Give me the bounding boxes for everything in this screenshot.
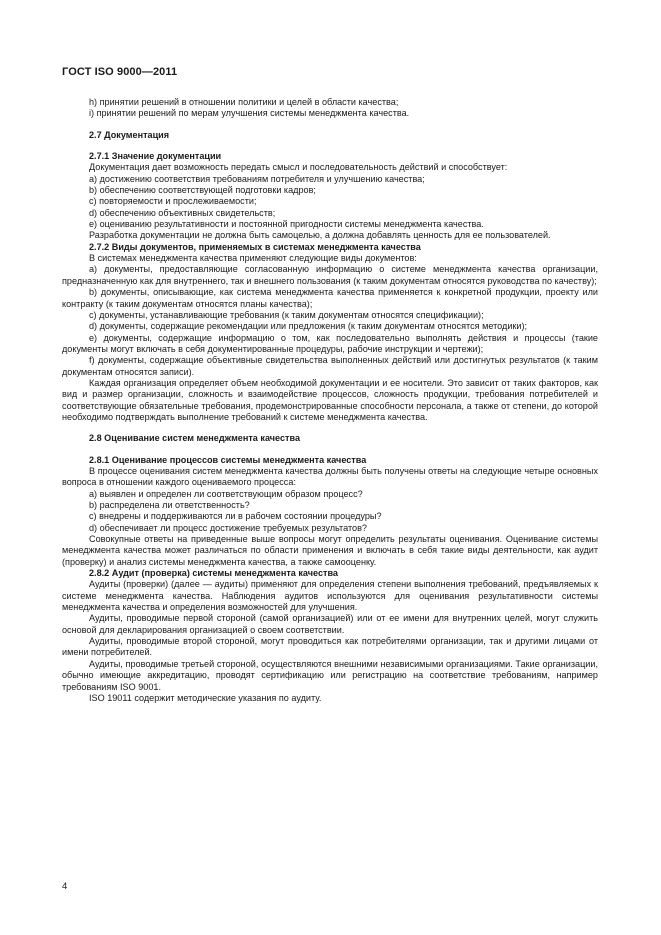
document-header: ГОСТ ISO 9000—2011: [62, 66, 178, 78]
paragraph: Каждая организация определяет объем необходимой документации и ее носители. Это зависит от таких факторов, как вид и размер организации, сложность и взаимодействие процессов, сложность продукции, требования потребителей и соответствующие обязательные требования, продемонстрированные способности персонала, а также от степени, до которой необходимо подтверждать выполнение требований к системе менеджмента качества.: [62, 377, 598, 422]
subsection-heading: 2.8.2 Аудит (проверка) системы менеджмента качества: [89, 568, 338, 579]
list-item: a) документы, предоставляющие согласованную информацию о системе менеджмента качества организации, предназначенную как для внутреннего, так и внешнего пользования (к таким документам относятся руководства по качеству);: [62, 264, 598, 286]
list-item: e) оцениванию результативности и постоянной пригодности системы менеджмента качества.: [89, 219, 484, 230]
list-item: a) достижению соответствия требованиям потребителя и улучшению качества;: [89, 173, 425, 184]
list-item: c) документы, устанавливающие требования (к таким документам относятся спецификации);: [89, 309, 484, 320]
paragraph: Аудиты, проводимые третьей стороной, осуществляются внешними независимыми организациями. Такие организации, обычно имеющие аккредитацию, проводят сертификацию или регистрацию на соответствие требованиям, например требованиям ISO 9001.: [62, 658, 598, 692]
list-item: e) документы, содержащие информацию о том, как последовательно выполнять действия и процессы (такие документы могут включать в себя документированные процедуры, рабочие инструкции и чертежи);: [62, 332, 598, 354]
subsection-heading: 2.7.1 Значение документации: [89, 151, 222, 162]
section-heading: 2.8 Оценивание систем менеджмента качества: [89, 433, 301, 444]
paragraph: Аудиты (проверки) (далее — аудиты) применяют для определения степени выполнения требований, предъявляемых к системе менеджмента качества. Наблюдения аудитов используются для оценивания результативности системы менеджмента качества и определения возможностей для улучшения.: [62, 579, 598, 613]
paragraph: Аудиты, проводимые первой стороной (самой организацией) или от ее имени для внутренних целей, могут служить основой для декларирования организацией о своем соответствии.: [62, 613, 598, 635]
list-item: d) документы, содержащие рекомендации или предложения (к таким документам относятся методики);: [89, 321, 528, 332]
list-item: b) обеспечению соответствующей подготовки кадров;: [89, 185, 316, 196]
paragraph: ISO 19011 содержит методические указания по аудиту.: [89, 692, 322, 703]
section-heading: 2.7 Документация: [89, 129, 170, 140]
paragraph: Разработка документации не должна быть самоцелью, а должна добавлять ценность для ее пользователей.: [89, 230, 551, 241]
paragraph: В системах менеджмента качества применяют следующие виды документов:: [89, 253, 417, 264]
list-item: i) принятии решений по мерам улучшения системы менеджмента качества.: [89, 108, 410, 119]
list-item: d) обеспечивает ли процесс достижение требуемых результатов?: [89, 522, 367, 533]
list-item: c) внедрены и поддерживаются ли в рабочем состоянии процедуры?: [89, 511, 382, 522]
list-item: h) принятии решений в отношении политики и целей в области качества;: [89, 97, 399, 107]
paragraph: В процессе оценивания систем менеджмента качества должны быть получены ответы на следующие четыре основных вопроса в отношении каждого оцениваемого процесса:: [62, 465, 598, 488]
page-number: 4: [62, 881, 68, 892]
list-item: b) документы, описывающие, как система менеджмента качества применяется к конкретной продукции, проекту или контракту (к таким документам относятся планы качества);: [62, 287, 598, 309]
list-item: b) распределена ли ответственность?: [89, 500, 250, 510]
list-item: c) повторяемости и прослеживаемости;: [89, 196, 257, 207]
subsection-heading: 2.8.1 Оценивание процессов системы менеджмента качества: [89, 454, 367, 465]
paragraph: Документация дает возможность передать смысл и последовательность действий и способствует:: [89, 162, 508, 173]
list-item: f) документы, содержащие объективные свидетельства выполненных действий или достигнутых результатов (к таким документам относятся записи).: [62, 355, 598, 377]
subsection-heading: 2.7.2 Виды документов, применяемых в системах менеджмента качества: [89, 241, 421, 252]
document-body: [62, 97, 598, 704]
list-item: d) обеспечению объективных свидетельств;: [89, 207, 276, 218]
paragraph: Совокупные ответы на приведенные выше вопросы могут определить результаты оценивания. Оценивание системы менеджмента качества может различаться по области применения и включать в себя такие виды деятельности, как аудит (проверку) и анализ системы менеджмента качества, а также самооценку.: [62, 534, 598, 567]
paragraph: Аудиты, проводимые второй стороной, могут проводиться как потребителями организации, так и другими лицами от имени потребителей.: [62, 636, 598, 658]
list-item: a) выявлен и определен ли соответствующим образом процесс?: [89, 488, 363, 499]
